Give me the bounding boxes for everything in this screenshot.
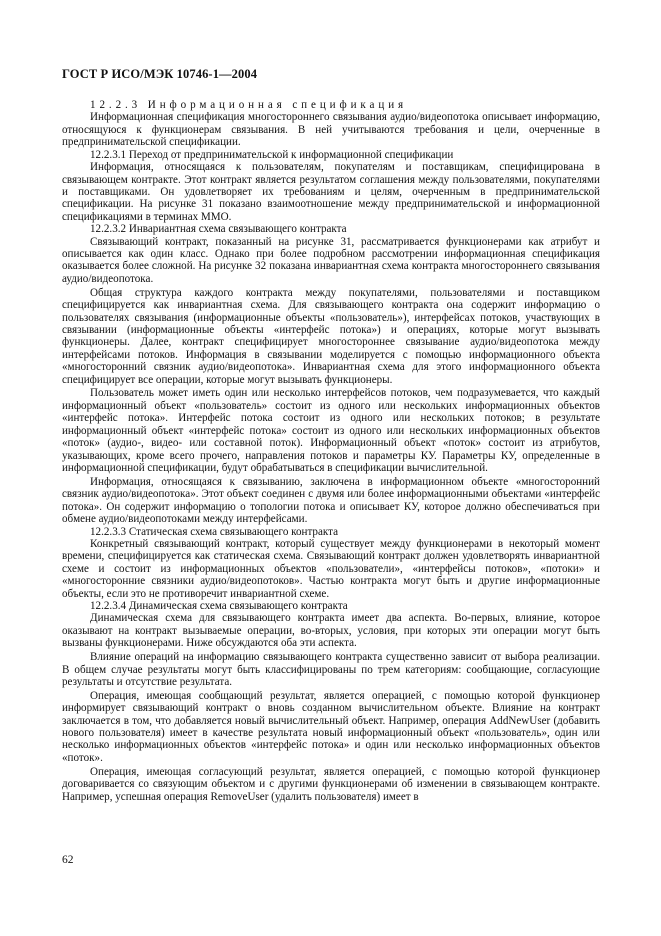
paragraph: Конкретный связывающий контракт, который существует между функционерами в некоторый момент времени, специфицируется как статическая схема. Связывающий контракт должен удовлетворять инвариантной схеме и состоит из информационных объектов «пользователи», «интерфейсы потоков», «потоки» и «многосторонние связники аудио/видеопотоков». Частью контракта могут быть и другие информационные объекты, если это не противоречит инвариантной схеме. (62, 537, 600, 600)
paragraph: Связывающий контракт, показанный на рисунке 31, рассматривается функционерами как атрибут и описывается как один класс. Однако при более подробном рассмотрении информационная спецификация оказывается более сложной. На рисунке 32 показана инвариантная схема контракта многостороннего связывания аудио/видеопотока. (62, 235, 600, 285)
paragraph: Операция, имеющая сообщающий результат, является операцией, с помощью которой функционер информирует связывающий контракт о вновь созданном вычислительном объекте. Влияние на контракт заключается в том, что добавляется новый вычислительный объект. Например, операция AddNewUser (добавить нового пользователя) имеет в качестве результата новый информационный объект «пользователь», один или несколько информационных объектов «интерфейс потока» и один или несколько информационных объектов «поток». (62, 689, 600, 764)
paragraph: Информация, относящаяся к пользователям, покупателям и поставщикам, специфицирована в связывающем контракте. Этот контракт является результатом соглашения между пользователями, покупателями и поставщиками. Он удовлетворяет их требованиям и целям, очерченным в предпринимательской спецификации. На рисунке 31 показано взаимоотношение между предпринимательской и информационной спецификациями в терминах ММО. (62, 161, 600, 223)
document-body (62, 99, 600, 803)
paragraph: Операция, имеющая согласующий результат, является операцией, с помощью которой функционер договаривается со связующим объектом и с другими функционерами об изменении в связывающем контракте. Например, успешная операция RemoveUser (удалить пользователя) имеет в (62, 765, 600, 803)
page-number: 62 (62, 854, 74, 866)
subsection-heading: 12.2.3.3 Статическая схема связывающего контракта (90, 525, 339, 538)
paragraph: Общая структура каждого контракта между покупателями, пользователями и поставщиком специфицируется как инвариантная схема. Для связывающего контракта она содержит информацию о пользователях связывания (информационные объекты «пользователь»), интерфейсах потоков, участвующих в связывании (информационные объекты «интерфейс потока») и операциях, которые могут вызывать функционеры. Далее, контракт специфицирует многостороннее связывание аудио/видеопотока между интерфейсами потоков. Информация в связывании моделируется с помощью информационного объекта «многосторонний связник аудио/видеопотока». Инвариантная схема для этого информационного объекта специфицирует все операции, которые могут вызывать функционеры. (62, 286, 600, 386)
subsection-heading: 12.2.3.2 Инвариантная схема связывающего контракта (90, 223, 347, 236)
subsection-heading: 12.2.3.4 Динамическая схема связывающего контракта (90, 600, 348, 613)
paragraph: Пользователь может иметь один или несколько интерфейсов потоков, чем подразумевается, что каждый информационный объект «пользователь» состоит из одного или нескольких информационных объектов «интерфейс потока». Интерфейс потока состоит из одного или нескольких потоков; в результате информационный объект «интерфейс потока» состоит из одного или нескольких информационных объектов «поток» (аудио-, видео- или составной поток). Информационный объект «поток» состоит из атрибутов, указывающих, кроме всего прочего, направления потоков и параметры КУ. Параметры КУ, определенные в информационной спецификации, будут обрабатываться в спецификации вычислительной. (62, 387, 600, 475)
document-header: ГОСТ Р ИСО/МЭК 10746-1—2004 (62, 67, 258, 81)
paragraph: Динамическая схема для связывающего контракта имеет два аспекта. Во-первых, влияние, которое оказывают на контракт вызываемые операции, во-вторых, условия, при которых эти операции могут быть вызваны функционерами. Ниже обсуждаются оба эти аспекта. (62, 612, 600, 650)
paragraph: Информация, относящаяся к связыванию, заключена в информационном объекте «многосторонний связник аудио/видеопотока». Этот объект соединен с двумя или более информационными объектами «интерфейс потока». Он содержит информацию о топологии потока и описывает КУ, которое должно обеспечиваться при обмене аудио/видеопотоками между интерфейсами. (62, 475, 600, 526)
paragraph: Влияние операций на информацию связывающего контракта существенно зависит от выбора реализации. В общем случае результаты могут быть классифицированы по трем категориям: сообщающие, согласующие результаты и отсутствие результата. (62, 651, 600, 688)
section-heading: 12.2.3 Информационная спецификация (90, 99, 408, 111)
paragraph: Информационная спецификация многостороннего связывания аудио/видеопотока описывает информацию, относящуюся к функционерам связывания. В ней учитываются требования и цели, очерченные в предпринимательской спецификации. (62, 111, 600, 149)
subsection-heading: 12.2.3.1 Переход от предпринимательской к информационной спецификации (90, 148, 454, 161)
